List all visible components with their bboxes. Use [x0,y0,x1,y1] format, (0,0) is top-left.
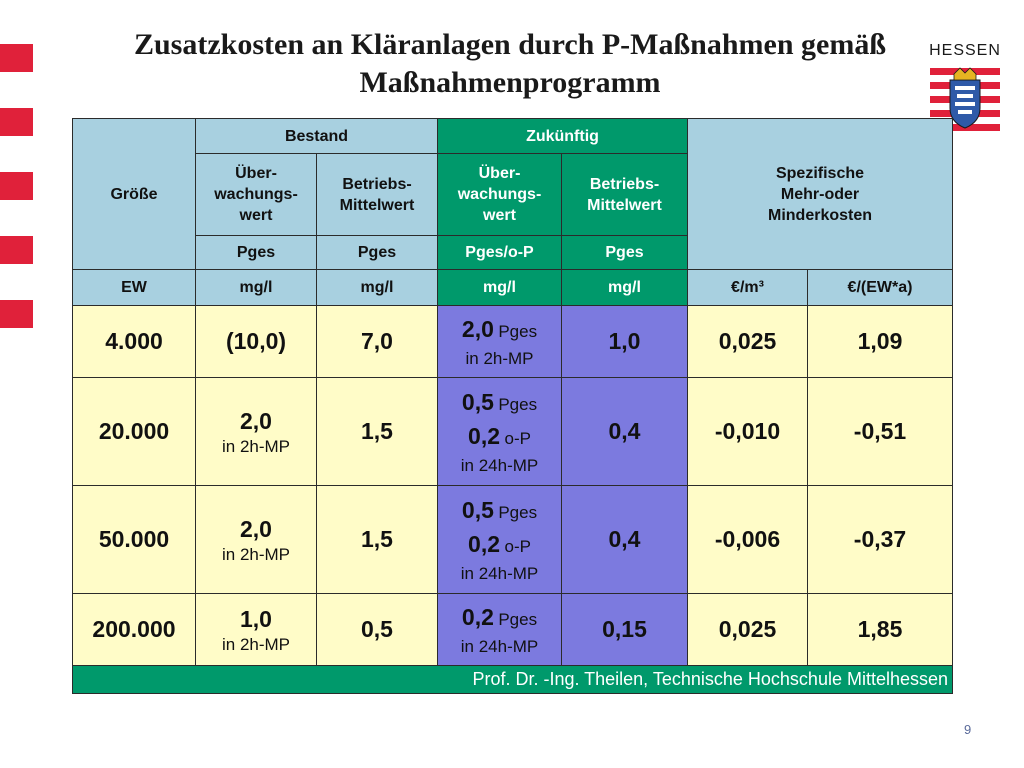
cell-bestand-betrieb: 7,0 [317,306,438,378]
cost-table [72,118,953,694]
zuk-ueber-label-a: Pges [498,394,538,414]
cell-zuk-betrieb: 1,0 [562,306,688,378]
cell-kosten-ew: -0,37 [808,486,953,594]
unit-ew: EW [73,270,196,306]
accent-bar-1 [0,44,33,72]
zuk-ueber-value-a: 0,5 [461,496,494,523]
cell-zuk-ueber [438,306,562,378]
bestand-ueber-value: 2,0 [240,407,272,434]
cell-groesse: 20.000 [73,378,196,486]
table-row [73,594,953,666]
table-footer-credit: Prof. Dr. -Ing. Theilen, Technische Hochschule Mittelhessen [73,666,953,694]
accent-bar-5 [0,300,33,328]
bestand-ueber-sub: in 2h-MP [221,544,291,564]
header-zukuenftig: Zukünftig [438,119,688,154]
hdr-bu-line1: Über- [235,165,277,182]
zuk-ueber-value-a: 0,2 [461,603,494,630]
header-bestand: Bestand [196,119,438,154]
slide-title-line2: Maßnahmenprogramm [359,66,661,99]
unit-bestand-ueber: mg/l [196,270,317,306]
bestand-ueber-sub: in 2h-MP [221,634,291,654]
zuk-ueber-value-b: 0,2 [468,422,501,449]
header-zukuenftig-ueberwachungswert [438,154,562,236]
bestand-ueber-value: 2,0 [240,515,272,542]
bestand-ueber-sub: in 2h-MP [221,436,291,456]
hdr-zb-line2: Mittelwert [587,196,662,214]
hdr-zb-line1: Betriebs- [589,175,660,193]
zuk-ueber-label-a: Pges [498,502,538,522]
table-row [73,486,953,594]
unit-bestand-betrieb: mg/l [317,270,438,306]
cell-kosten-m3: 0,025 [688,594,808,666]
cell-bestand-ueber: (10,0) [196,306,317,378]
zuk-ueber-value-b: 0,2 [468,530,501,557]
hdr-bu-line3: wert [239,207,273,224]
param-zuk-ueber: Pges/o-P [438,236,562,270]
cell-kosten-ew: 1,09 [808,306,953,378]
param-bestand-ueber: Pges [196,236,317,270]
zuk-ueber-label-b: o-P [504,428,531,448]
cell-kosten-m3: 0,025 [688,306,808,378]
zuk-ueber-label-a: Pges [498,609,538,629]
header-spezifische-kosten [688,119,953,270]
header-bestand-betriebsmittelwert [317,154,438,236]
cell-groesse: 200.000 [73,594,196,666]
cell-groesse: 50.000 [73,486,196,594]
header-groesse: Größe [73,119,196,270]
zuk-ueber-sub: in 24h-MP [460,455,539,475]
hdr-bb-line1: Betriebs- [342,175,412,193]
zuk-ueber-value-a: 2,0 [461,315,494,342]
cell-bestand-ueber [196,594,317,666]
hdr-zu-line3: wert [483,207,516,224]
cell-kosten-m3: -0,006 [688,486,808,594]
hdr-zu-line1: Über- [478,165,521,182]
cell-bestand-betrieb: 1,5 [317,486,438,594]
cell-bestand-ueber [196,486,317,594]
page-number: 9 [964,722,972,737]
header-zukuenftig-betriebsmittelwert [562,154,688,236]
accent-bar-4 [0,236,33,264]
cell-zuk-betrieb: 0,4 [562,486,688,594]
param-zuk-betrieb: Pges [562,236,688,270]
cell-kosten-ew: -0,51 [808,378,953,486]
zuk-ueber-sub: in 2h-MP [465,348,534,368]
cell-zuk-ueber [438,594,562,666]
hdr-bb-line2: Mittelwert [339,196,415,214]
zuk-ueber-value-a: 0,5 [461,388,494,415]
unit-zuk-ueber: mg/l [438,270,562,306]
cell-groesse: 4.000 [73,306,196,378]
table-row [73,378,953,486]
unit-euro-ew: €/(EW*a) [808,270,953,306]
header-spezifische-line3: Minderkosten [768,206,873,224]
hessen-logo-text: HESSEN [929,42,1001,59]
cell-bestand-ueber [196,378,317,486]
zuk-ueber-sub: in 24h-MP [460,563,539,583]
table-row [73,306,953,378]
zuk-ueber-label-a: Pges [498,321,538,341]
slide-title [70,26,950,102]
param-bestand-betrieb: Pges [317,236,438,270]
unit-euro-m3: €/m³ [688,270,808,306]
accent-bar-3 [0,172,33,200]
cell-bestand-betrieb: 0,5 [317,594,438,666]
hdr-zu-line2: wachungs- [457,186,542,203]
header-spezifische-line1: Spezifische [775,164,865,182]
zuk-ueber-sub: in 24h-MP [460,636,539,656]
cell-zuk-betrieb: 0,15 [562,594,688,666]
cell-zuk-betrieb: 0,4 [562,378,688,486]
cell-zuk-ueber [438,378,562,486]
bestand-ueber-value: 1,0 [240,605,272,632]
cell-kosten-m3: -0,010 [688,378,808,486]
zuk-ueber-label-b: o-P [504,536,531,556]
header-bestand-ueberwachungswert [196,154,317,236]
hdr-bu-line2: wachungs- [214,186,298,203]
header-spezifische-line2: Mehr-oder [780,185,860,203]
accent-bar-2 [0,108,33,136]
cell-kosten-ew: 1,85 [808,594,953,666]
unit-zuk-betrieb: mg/l [562,270,688,306]
cell-zuk-ueber [438,486,562,594]
cell-bestand-betrieb: 1,5 [317,378,438,486]
slide-title-line1: Zusatzkosten an Kläranlagen durch P-Maßnahmen gemäß [133,28,887,61]
